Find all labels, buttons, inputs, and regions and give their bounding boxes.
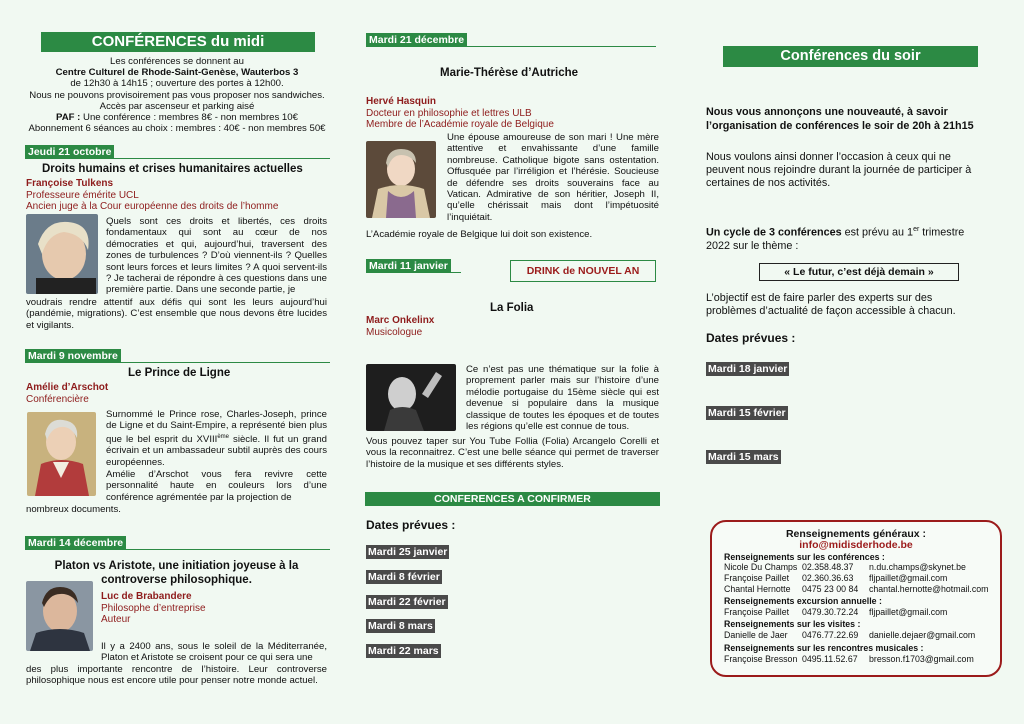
talk-title: Marie-Thérèse d’Autriche — [440, 67, 579, 79]
speaker-name: Marc Onkelinx — [366, 315, 435, 326]
soir-lead — [706, 105, 974, 133]
talk-text: des plus importante rencontre de l’histoire. Leur controverse philosophique nous est encore utile pour penser notre monde actuel. — [26, 664, 327, 687]
contact-name: Françoise Paillet — [724, 573, 790, 583]
date-header — [25, 349, 330, 363]
date-item: Mardi 22 mars — [368, 645, 439, 657]
date-label: Jeudi 21 octobre — [25, 145, 114, 159]
soir-lead-line: l’organisation de conférences le soir de 20h à 21h15 — [706, 120, 974, 132]
speaker-block — [26, 382, 108, 405]
speaker-photo — [26, 581, 93, 651]
speaker-role: Professeure émérite UCL — [26, 189, 139, 201]
intro-line: Accès par ascenseur et parking aisé — [99, 100, 255, 112]
sup-text: er — [913, 226, 920, 233]
speaker-role: Ancien juge à la Cour européenne des droits de l’homme — [26, 201, 279, 212]
talk-text: Il y a 2400 ans, sous le soleil de la Méditerranée, Platon et Aristote se croisent pour ce qui sera une — [101, 641, 327, 664]
speaker-photo — [27, 412, 96, 496]
dates-label: Dates prévues : — [366, 518, 456, 532]
contact-email-item[interactable]: chantal.hernotte@hotmail.com — [869, 584, 989, 594]
contact-email[interactable]: info@midisderhode.be — [799, 539, 913, 551]
speaker-role: Docteur en philosophie et lettres ULB — [366, 107, 532, 119]
contact-name: Nicole Du Champs — [724, 562, 798, 572]
contact-email-item[interactable]: fljpaillet@gmail.com — [869, 573, 948, 583]
talk-text: Une épouse amoureuse de son mari ! Une mère attentive et envahissante d’une famille nombreuse. Catholique bigote sans ostentation. Offusquée par l’irréligion et l’hérésie. Soucieuse de défendre ses droits souverains face au Vatican. Admirative de son héritier, Joseph II, qu’elle chérissait mais dont l’impétuosité l’inquiétait. — [447, 132, 659, 223]
date-label: Mardi 9 novembre — [25, 349, 121, 363]
talk-title: Le Prince de Ligne — [128, 367, 231, 379]
speaker-name: Amélie d’Arschot — [26, 382, 109, 393]
intro-line: Nous ne pouvons provisoirement pas vous proposer nos sandwiches. — [29, 89, 325, 101]
soir-title: Conférences du soir — [723, 46, 978, 67]
speaker-name: Hervé Hasquin — [366, 96, 437, 107]
intro-line: Les conférences se donnent au — [110, 56, 244, 67]
speaker-block — [366, 315, 434, 338]
contact-phone: 0476.77.22.69 — [802, 630, 859, 640]
soir-paragraph: Nous voulons ainsi donner l’occasion à ceux qui ne peuvent nous rejoindre durant la journée de participer à certaines de nos activités. — [706, 151, 972, 189]
speaker-role: Conférencière — [26, 393, 89, 405]
date-header — [366, 33, 656, 47]
talk-text: Ce n’est pas une thématique sur la folie à proprement parler mais sur l’histoire d’une mélodie portugaise du 15ème siècle qui est devenue si populaire dans la musique classique de toutes les époques et de toutes les régions qu’elle est connue de tous. — [466, 364, 659, 433]
date-header — [25, 145, 330, 159]
speaker-photo — [366, 364, 456, 431]
date-label: Mardi 21 décembre — [366, 33, 467, 47]
contact-section-header: Renseignements excursion annuelle : — [724, 596, 882, 606]
speaker-name: Françoise Tulkens — [26, 178, 114, 189]
confirm-title: CONFERENCES A CONFIRMER — [365, 492, 660, 506]
talk-text-b: siècle. Il fut un grand écrivain et un ambassadeur subtil auprès des cours européennes. — [106, 434, 327, 468]
soir-cycle-line: 2022 sur le thème : — [706, 239, 799, 252]
contact-name: Danielle de Jaer — [724, 630, 788, 640]
contact-phone: 0495.11.52.67 — [802, 654, 858, 664]
paf-label: PAF : — [56, 112, 81, 124]
contact-email-item[interactable]: danielle.dejaer@gmail.com — [869, 630, 976, 640]
talk-title-line: Platon vs Aristote, une initiation joyeuse à la — [54, 560, 299, 572]
sup-text: ème — [217, 433, 229, 440]
date-item: Mardi 8 mars — [368, 620, 433, 632]
contact-title: Renseignements généraux : — [785, 528, 927, 540]
midi-intro — [22, 56, 332, 134]
contact-name: Chantal Hernotte — [724, 584, 791, 594]
speaker-photo — [26, 214, 98, 294]
speaker-block — [101, 591, 206, 626]
date-item: Mardi 18 janvier — [708, 363, 788, 375]
speaker-photo — [366, 141, 436, 218]
talk-title: Droits humains et crises humanitaires actuelles — [42, 163, 303, 175]
contact-section-header: Renseignements sur les visites : — [724, 619, 861, 629]
drink-box: DRINK de NOUVEL AN — [510, 260, 656, 282]
midi-title: CONFÉRENCES du midi — [41, 32, 315, 52]
speaker-role: Philosophe d’entreprise — [101, 602, 206, 614]
soir-lead-line: Nous vous annonçons une nouveauté, à savoir — [706, 106, 948, 118]
talk-title-line: controverse philosophique. — [101, 574, 252, 586]
date-header — [366, 259, 461, 273]
contact-phone: 0475 23 00 84 — [802, 584, 859, 594]
date-item: Mardi 8 février — [368, 571, 440, 583]
paf-line-2: Abonnement 6 séances au choix : membres : 40€ - non membres 50€ — [28, 123, 326, 135]
talk-text: Vous pouvez taper sur You Tube Follia (Folia) Arcangelo Corelli et vous la reconnaitrez. C’est une belle séance qui permet de traverser l’histoire de la musique et ses différents styles. — [366, 436, 659, 470]
talk-text: Quels sont ces droits et libertés, ces droits fondamentaux qui sont au cœur de nos démocraties et qui, aujourd’hui, traversent des zones de turbulences ? D’où viennent-ils ? Quelles sont leurs forces et leurs limites ? A quoi servent-ils ? Je tacherai de répondre à ces questions dans une première partie. Dans une seconde partie, je — [106, 216, 327, 296]
soir-dates-label: Dates prévues : — [706, 331, 796, 345]
contact-phone: 0479.30.72.24 — [802, 607, 859, 617]
contact-phone: 02.358.48.37 — [802, 562, 854, 572]
speaker-name: Luc de Brabandere — [101, 591, 192, 602]
soir-cycle-line — [706, 223, 991, 240]
cycle-rest: est prévu au 1 — [841, 226, 914, 239]
contact-name: Françoise Bresson — [724, 654, 798, 664]
cycle-rest-2: trimestre — [919, 226, 965, 239]
talk-text-a: Surnommé le Prince rose, Charles-Joseph, prince de Ligne et du Saint-Empire, a représenté bien plus que le bel esprit du XVIII — [106, 409, 327, 445]
date-header — [25, 536, 330, 550]
speaker-block — [366, 96, 554, 131]
talk-title: La Folia — [490, 302, 534, 314]
contact-name: Françoise Paillet — [724, 607, 790, 617]
paf-text: Une conférence : membres 8€ - non membres 10€ — [80, 112, 298, 124]
speaker-role: Membre de l’Académie royale de Belgique — [366, 119, 554, 130]
contact-email-item[interactable]: bresson.f1703@gmail.com — [869, 654, 974, 664]
talk-text: Amélie d’Arschot vous fera revivre cette personnalité haute en couleurs lors d’une conférence agrémentée par la projection de — [106, 469, 327, 503]
paf-line — [22, 112, 332, 123]
talk-text — [106, 409, 327, 468]
soir-cycle — [706, 223, 991, 253]
intro-line: de 12h30 à 14h15 ; ouverture des portes à 12h00. — [70, 78, 284, 90]
talk-text: voudrais rendre attentif aux défis qui sont les leurs aujourd’hui (pandémie, migrations). C’est ensemble que nous devons être lucides et vigilants. — [26, 297, 327, 331]
date-item: Mardi 22 février — [368, 596, 446, 608]
contact-email-item[interactable]: n.du.champs@skynet.be — [869, 562, 966, 572]
speaker-role: Auteur — [101, 614, 131, 625]
contact-email-item[interactable]: fljpaillet@gmail.com — [869, 607, 948, 617]
soir-objective: L’objectif est de faire parler des experts sur des problèmes d’actualité de façon accessible à chacun. — [706, 292, 956, 317]
date-label: Mardi 11 janvier — [366, 259, 451, 273]
contact-phone: 02.360.36.63 — [802, 573, 854, 583]
date-item: Mardi 15 mars — [708, 451, 779, 463]
date-item: Mardi 25 janvier — [368, 546, 448, 558]
intro-line: Centre Culturel de Rhode-Saint-Genèse, Wauterbos 3 — [55, 67, 299, 79]
talk-text: L’Académie royale de Belgique lui doit son existence. — [366, 229, 593, 240]
contact-section-header: Renseignements sur les rencontres musicales : — [724, 643, 924, 653]
speaker-block — [26, 178, 278, 213]
theme-box: « Le futur, c’est déjà demain » — [759, 263, 959, 281]
cycle-bold: Un cycle de 3 conférences — [706, 226, 842, 239]
speaker-role: Musicologue — [366, 326, 423, 338]
date-label: Mardi 14 décembre — [25, 536, 126, 550]
talk-text: nombreux documents. — [26, 504, 121, 515]
date-item: Mardi 15 février — [708, 407, 786, 419]
contact-section-header: Renseignements sur les conférences : — [724, 552, 885, 562]
